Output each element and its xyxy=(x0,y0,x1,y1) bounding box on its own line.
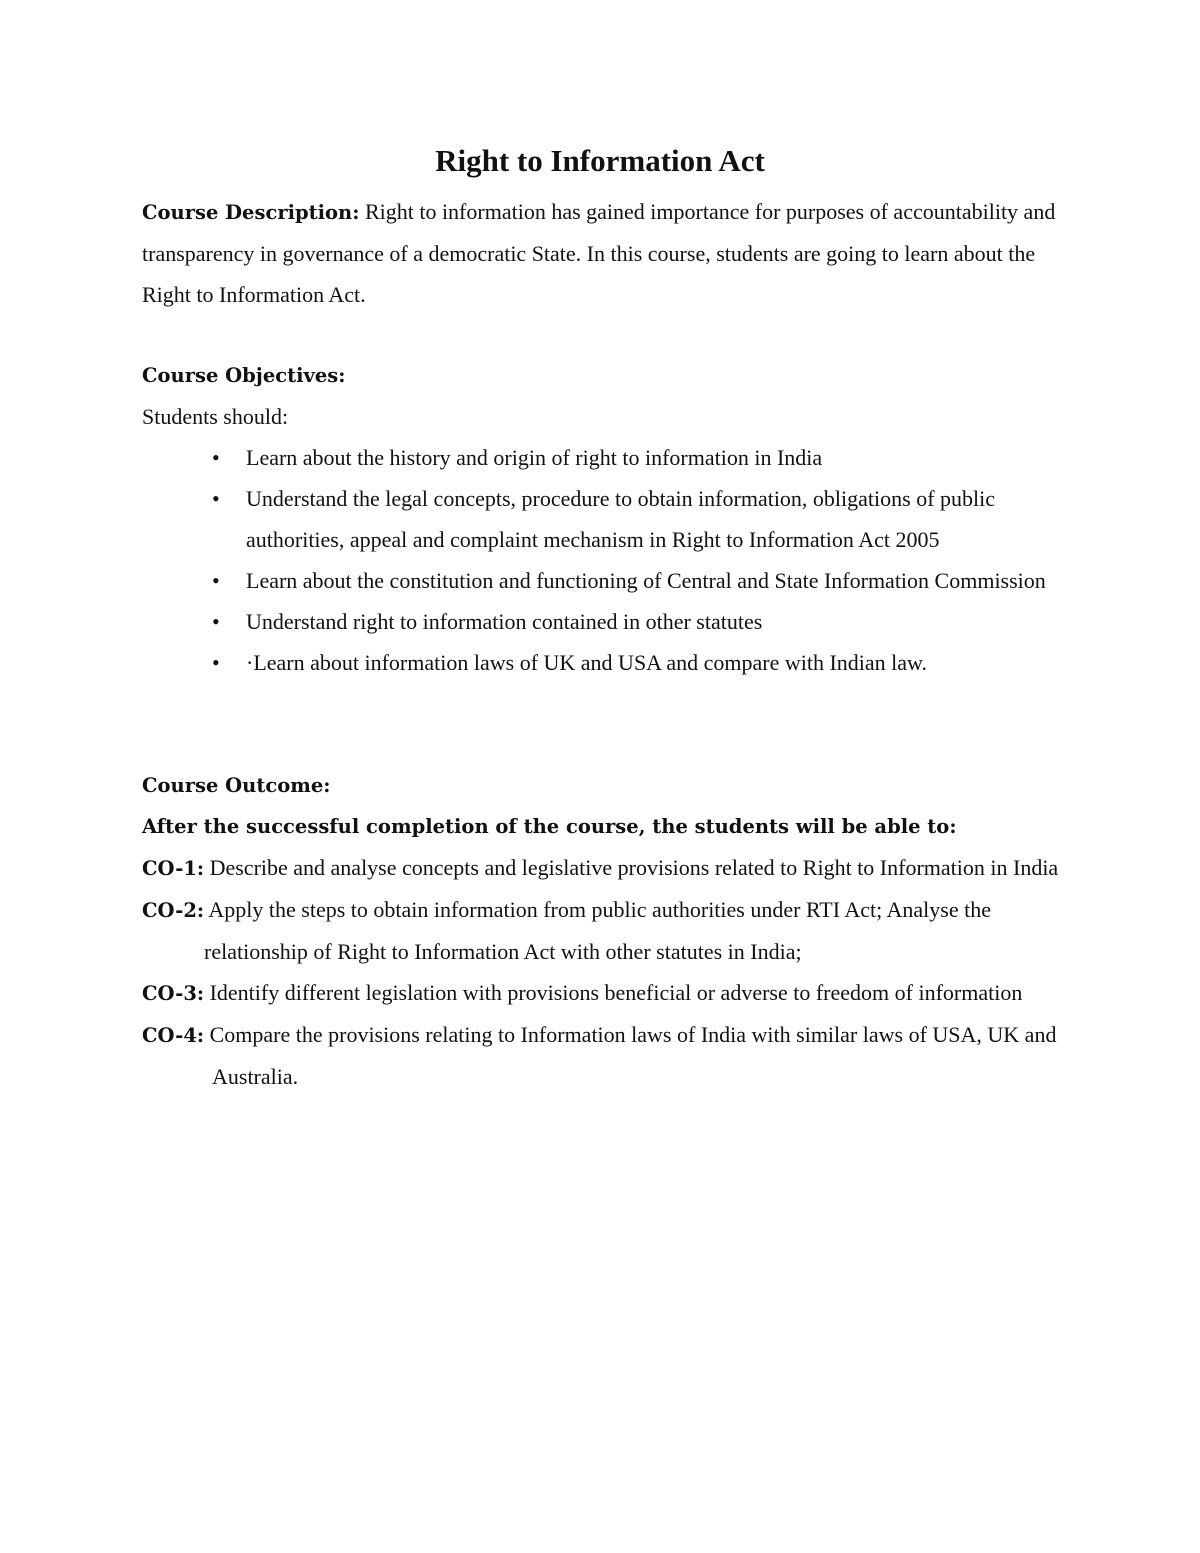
bullet-icon: • xyxy=(212,650,220,675)
course-outcome-item xyxy=(142,847,1062,889)
course-outcome-item xyxy=(142,972,1062,1014)
course-outcome-label: CO-4: xyxy=(142,1024,205,1047)
list-item xyxy=(142,601,1062,642)
document-title: Right to Information Act xyxy=(435,143,765,178)
course-outcome-label: CO-2: xyxy=(142,899,205,922)
course-outcome-label: CO-1: xyxy=(142,857,205,880)
list-item xyxy=(142,478,1062,560)
course-objectives-heading: Course Objectives: xyxy=(142,364,346,387)
bullet-icon: • xyxy=(212,486,220,511)
objectives-list xyxy=(142,437,1062,683)
objective-text: Understand the legal concepts, procedure to obtain information, obligations of public authorities, appeal and complaint mechanism in Right to Information Act 2005 xyxy=(246,486,996,552)
course-outcome-label: CO-3: xyxy=(142,982,205,1005)
course-outcome-text: Compare the provisions relating to Information laws of India with similar laws of USA, UK and Australia. xyxy=(209,1022,1057,1089)
bullet-icon: • xyxy=(212,445,220,470)
objective-text: ·Learn about information laws of UK and USA and compare with Indian law. xyxy=(246,650,928,675)
course-outcome-list xyxy=(142,847,1062,1097)
course-outcome-text: Describe and analyse concepts and legislative provisions related to Right to Information in India xyxy=(209,855,1059,880)
course-outcome-text: Apply the steps to obtain information from public authorities under RTI Act; Analyse the relationship of Right to Information Act with other statutes in India; xyxy=(204,897,991,964)
course-outcome-text: Identify different legislation with provisions beneficial or adverse to freedom of information xyxy=(209,980,1023,1005)
course-outcome-item xyxy=(142,889,1062,972)
course-outcome-item xyxy=(142,1014,1062,1097)
course-description xyxy=(142,191,1062,315)
course-description-paragraph xyxy=(142,191,1062,315)
course-outcome-heading: Course Outcome: xyxy=(142,774,331,797)
objectives-intro: Students should: xyxy=(142,404,289,429)
list-item xyxy=(142,642,1062,683)
course-outcome-lead: After the successful completion of the course, the students will be able to: xyxy=(142,815,957,838)
course-description-text: Right to information has gained importance for purposes of accountability and transparency in governance of a democratic State. In this course, students are going to learn about the Right to Information Act. xyxy=(142,199,1056,307)
objective-text: Understand right to information contained in other statutes xyxy=(246,609,763,634)
objective-text: Learn about the history and origin of right to information in India xyxy=(246,445,823,470)
list-item xyxy=(142,437,1062,478)
bullet-icon: • xyxy=(212,609,220,634)
course-description-label: Course Description: xyxy=(142,201,360,224)
bullet-icon: • xyxy=(212,568,220,593)
list-item xyxy=(142,560,1062,601)
objective-text: Learn about the constitution and functioning of Central and State Information Commission xyxy=(246,568,1046,593)
